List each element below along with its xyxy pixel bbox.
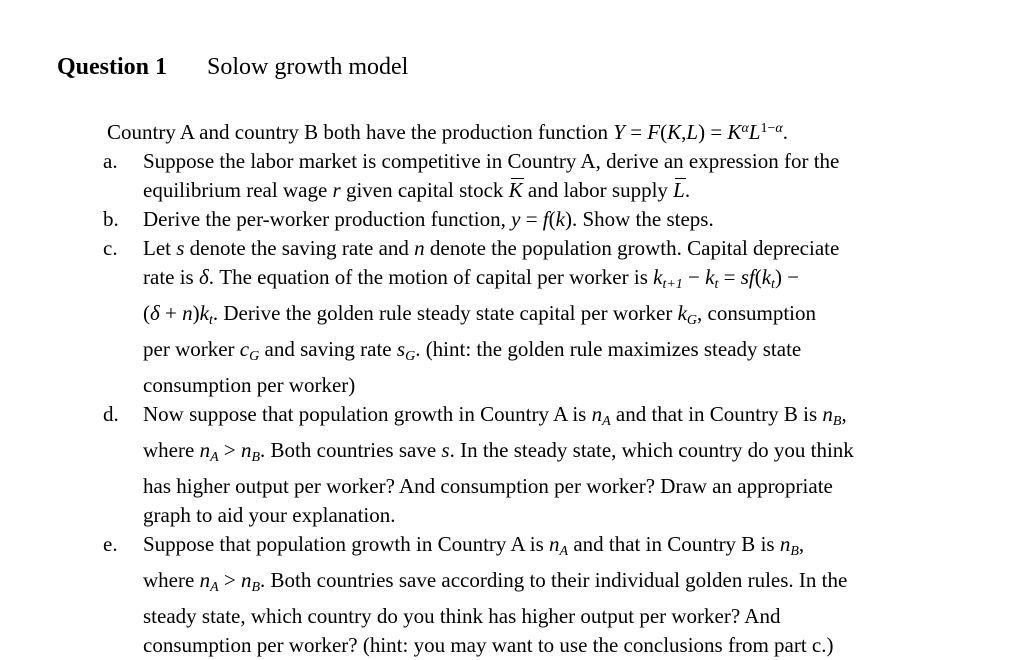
text-segment: equilibrium real wage [143, 178, 333, 202]
text-segment: and that in Country B is [610, 402, 823, 426]
text-segment: ( [660, 120, 668, 144]
question-item-d [103, 400, 1024, 530]
question-item-c [103, 234, 1024, 400]
text-segment: K [727, 120, 742, 144]
text-segment: t [771, 277, 775, 292]
text-segment: = [520, 207, 543, 231]
text-segment: y [511, 207, 521, 231]
text-segment: consumption per worker? (hint: you may want to use the conclusions from part c.) [143, 633, 834, 657]
text-segment: δ [198, 265, 209, 289]
text-segment: Now suppose that population growth in Country A is [143, 402, 592, 426]
text-segment: B [251, 450, 261, 465]
text-segment: t [208, 313, 213, 328]
text-line [143, 602, 1024, 631]
text-segment: . The equation of the motion of capital per worker is [208, 265, 654, 289]
text-line [143, 263, 1024, 299]
text-segment: Let [143, 236, 177, 260]
question-heading-title: Solow growth model [207, 54, 409, 80]
text-segment: k [653, 265, 663, 289]
text-segment: has higher output per worker? And consumption per worker? Draw an appropriate [143, 474, 833, 498]
text-segment: n [779, 532, 791, 556]
text-segment: A [210, 450, 219, 465]
text-segment: L [748, 120, 761, 144]
text-line [143, 501, 1024, 530]
text-segment: K [667, 120, 682, 144]
text-segment: k [199, 301, 209, 325]
item-marker: b. [103, 207, 119, 231]
text-segment: ( [754, 265, 762, 289]
text-segment: ( [548, 207, 556, 231]
text-segment: α [775, 121, 783, 136]
text-segment: graph to aid your explanation. [143, 503, 396, 527]
text-segment: and saving rate [259, 337, 397, 361]
text-segment: denote the saving rate and [184, 236, 415, 260]
text-segment: Suppose the labor market is competitive in Country A, derive an expression for the [143, 149, 840, 173]
text-segment: n [240, 568, 252, 592]
text-segment: c [239, 337, 250, 361]
text-segment: where [143, 568, 200, 592]
text-line [143, 147, 1024, 176]
text-segment: . [684, 178, 691, 202]
text-segment: + [159, 301, 183, 325]
text-segment: n [822, 402, 833, 426]
text-segment: n [199, 438, 211, 462]
text-segment: f [542, 207, 549, 231]
text-segment: k [555, 207, 565, 231]
text-line [143, 371, 1024, 400]
text-segment: α [741, 121, 749, 136]
text-segment: F [647, 120, 661, 144]
text-segment: sf [740, 265, 755, 289]
text-segment: B [832, 414, 842, 429]
text-segment: k [761, 265, 772, 289]
intro-paragraph [107, 114, 1024, 147]
text-segment: n [199, 568, 211, 592]
text-line [143, 176, 1024, 205]
text-segment: . (hint: the golden rule maximizes steady state [415, 337, 802, 361]
text-segment: = [718, 265, 741, 289]
text-segment: > [218, 568, 241, 592]
text-segment: s [176, 236, 185, 260]
text-line [143, 436, 1024, 472]
text-segment: ) = [698, 120, 728, 144]
text-segment: K [509, 176, 523, 205]
text-segment: where [143, 438, 200, 462]
text-segment: B [251, 580, 261, 595]
text-segment: . Derive the golden rule steady state capital per worker [212, 301, 678, 325]
text-segment: k [705, 265, 715, 289]
text-segment: , [841, 402, 847, 426]
question-list [0, 147, 1024, 660]
text-segment: − [682, 265, 706, 289]
text-segment: , [681, 120, 687, 144]
text-line [143, 400, 1024, 436]
text-segment: A [602, 414, 611, 429]
text-segment: . Both countries save according to their individual golden rules. In the [260, 568, 848, 592]
question-heading [33, 21, 1024, 114]
text-segment: k [677, 301, 687, 325]
text-segment: t+1 [662, 277, 683, 292]
text-segment: steady state, which country do you think has higher output per worker? And [143, 604, 781, 628]
text-segment: and that in Country B is [568, 532, 780, 556]
question-item-a [103, 147, 1024, 205]
text-line [143, 566, 1024, 602]
text-segment: δ [150, 301, 160, 325]
text-segment: n [591, 402, 603, 426]
text-segment: Country A and country B both have the production function [107, 120, 614, 144]
text-line [143, 234, 1024, 263]
question-item-e [103, 530, 1024, 660]
text-segment: rate is [143, 265, 199, 289]
text-line [143, 299, 1024, 335]
text-line [143, 472, 1024, 501]
text-segment: s [441, 438, 450, 462]
item-marker: d. [103, 402, 119, 426]
question-heading-label: Question 1 [57, 54, 168, 80]
text-segment: ) [192, 301, 200, 325]
item-marker: a. [103, 149, 118, 173]
text-segment: s [396, 337, 406, 361]
text-segment: . Both countries save [260, 438, 442, 462]
text-segment: ). Show the steps. [564, 207, 714, 231]
text-segment: L [673, 176, 685, 205]
text-line [143, 631, 1024, 660]
text-segment: denote the population growth. Capital depreciate [424, 236, 840, 260]
text-segment: A [210, 580, 219, 595]
text-segment: > [218, 438, 241, 462]
item-marker: e. [103, 532, 118, 556]
text-segment: L [686, 120, 699, 144]
text-segment: n [414, 236, 425, 260]
text-segment: , consumption [697, 301, 817, 325]
text-line [143, 205, 1024, 234]
text-segment: B [790, 544, 799, 559]
text-line [143, 335, 1024, 371]
item-marker: c. [103, 236, 118, 260]
text-segment: given capital stock [340, 178, 509, 202]
text-segment: ) − [774, 265, 800, 289]
text-segment: n [549, 532, 560, 556]
question-item-b [103, 205, 1024, 234]
text-segment: = [624, 120, 648, 144]
text-segment: G [249, 349, 260, 364]
text-segment: Suppose that population growth in Country A is [143, 532, 550, 556]
text-segment: . [782, 120, 788, 144]
text-segment: ( [143, 301, 150, 325]
text-segment: per worker [143, 337, 240, 361]
text-segment: t [714, 277, 719, 292]
text-segment: 1− [760, 121, 776, 136]
text-segment: n [182, 301, 193, 325]
text-segment: . In the steady state, which country do you think [449, 438, 854, 462]
text-segment: Derive the per-worker production function, [143, 207, 512, 231]
text-segment: Y [613, 120, 625, 144]
text-segment: n [240, 438, 252, 462]
text-segment: consumption per worker) [143, 373, 356, 397]
text-line [143, 530, 1024, 566]
text-segment: G [405, 349, 416, 364]
text-segment: and labor supply [522, 178, 674, 202]
text-segment: G [686, 313, 698, 328]
text-segment: A [559, 544, 569, 559]
text-segment: r [332, 178, 341, 202]
text-segment: , [798, 532, 805, 556]
